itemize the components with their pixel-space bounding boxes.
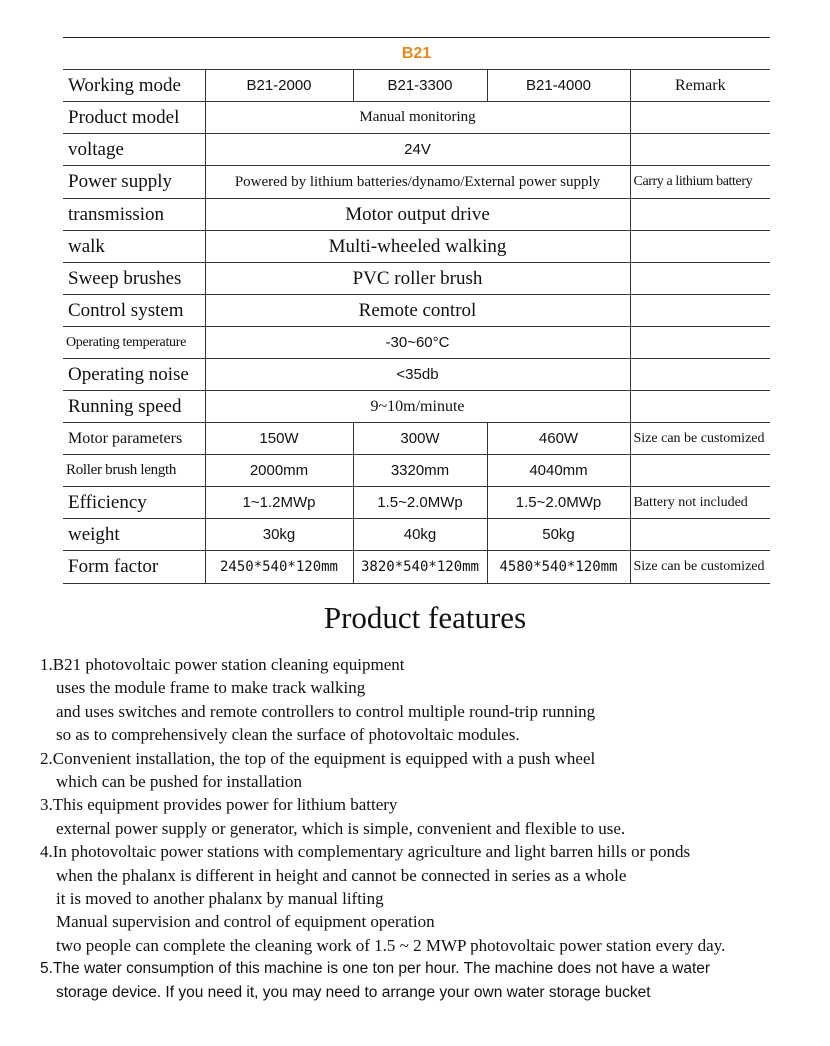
row-remark [630, 102, 770, 134]
row-value: 3820*540*120mm [353, 551, 487, 584]
row-value: Powered by lithium batteries/dynamo/External power supply [205, 166, 630, 199]
row-value: 460W [487, 423, 630, 455]
row-remark [630, 359, 770, 391]
row-label: voltage [63, 134, 205, 166]
row-value: 150W [205, 423, 353, 455]
row-remark [630, 263, 770, 295]
row-label: Control system [63, 295, 205, 327]
row-value: Manual monitoring [205, 102, 630, 134]
feature-line: 2.Convenient installation, the top of the equipment is equipped with a push wheel [40, 748, 596, 768]
row-value: 9~10m/minute [205, 391, 630, 423]
feature-line: storage device. If you need it, you may need to arrange your own water storage bucket [56, 983, 651, 1001]
row-remark [630, 231, 770, 263]
row-remark: Size can be customized [630, 423, 770, 455]
row-remark [630, 134, 770, 166]
row-label: Running speed [63, 391, 205, 423]
row-remark [630, 327, 770, 359]
table-title-row [63, 38, 770, 70]
table-row [63, 519, 770, 551]
row-label: Efficiency [63, 487, 205, 519]
row-value: 1.5~2.0MWp [487, 487, 630, 519]
row-value: 4580*540*120mm [487, 551, 630, 584]
feature-line: 3.This equipment provides power for lithium battery [40, 795, 398, 815]
feature-line: uses the module frame to make track walking [56, 678, 366, 698]
row-label: walk [63, 231, 205, 263]
table-row [63, 487, 770, 519]
spec-table [63, 37, 770, 584]
row-label: Motor parameters [63, 423, 205, 455]
row-value: 4040mm [487, 455, 630, 487]
row-label: Operating noise [63, 359, 205, 391]
header-label: Working mode [63, 70, 205, 102]
table-title: B21 [63, 38, 770, 70]
row-value: Remote control [205, 295, 630, 327]
feature-line: it is moved to another phalanx by manual lifting [56, 889, 384, 909]
table-row [63, 263, 770, 295]
row-remark: Battery not included [630, 487, 770, 519]
row-remark [630, 391, 770, 423]
row-remark: Carry a lithium battery [630, 166, 770, 199]
row-value: 40kg [353, 519, 487, 551]
row-label: Sweep brushes [63, 263, 205, 295]
table-row [63, 295, 770, 327]
table-row [63, 102, 770, 134]
feature-line: which can be pushed for installation [56, 772, 302, 792]
row-value: 1.5~2.0MWp [353, 487, 487, 519]
table-row [63, 423, 770, 455]
row-value: 300W [353, 423, 487, 455]
row-value: Multi-wheeled walking [205, 231, 630, 263]
table-row [63, 166, 770, 199]
model-header: B21-2000 [205, 70, 353, 102]
feature-line: 5.The water consumption of this machine is one ton per hour. The machine does not have a water [40, 960, 711, 978]
feature-line: when the phalanx is different in height and cannot be connected in series as a whole [56, 865, 627, 885]
row-label: Power supply [63, 166, 205, 199]
row-remark [630, 519, 770, 551]
remark-header: Remark [630, 70, 770, 102]
row-value: 1~1.2MWp [205, 487, 353, 519]
model-header: B21-3300 [353, 70, 487, 102]
row-value: 3320mm [353, 455, 487, 487]
row-remark [630, 455, 770, 487]
feature-line: 1.B21 photovoltaic power station cleaning equipment [40, 655, 405, 674]
feature-line: so as to comprehensively clean the surface of photovoltaic modules. [56, 725, 520, 745]
table-row [63, 134, 770, 166]
table-row [63, 391, 770, 423]
model-header: B21-4000 [487, 70, 630, 102]
table-row [63, 199, 770, 231]
table-row [63, 551, 770, 584]
row-label: Operating temperature [63, 327, 205, 359]
features-title: Product features [323, 600, 527, 635]
row-value: PVC roller brush [205, 263, 630, 295]
table-row [63, 327, 770, 359]
table-row [63, 455, 770, 487]
row-label: weight [63, 519, 205, 551]
table-header-row [63, 70, 770, 102]
row-value: -30~60°C [205, 327, 630, 359]
row-label: Product model [63, 102, 205, 134]
row-remark: Size can be customized [630, 551, 770, 584]
row-label: Form factor [63, 551, 205, 584]
row-value: 24V [205, 134, 630, 166]
row-value: Motor output drive [205, 199, 630, 231]
row-remark [630, 199, 770, 231]
table-row [63, 359, 770, 391]
row-value: 50kg [487, 519, 630, 551]
feature-line: two people can complete the cleaning work of 1.5 ~ 2 MWP photovoltaic power station every day. [56, 935, 726, 955]
feature-line: and uses switches and remote controllers to control multiple round-trip running [56, 701, 596, 721]
row-label: Roller brush length [63, 455, 205, 487]
row-value: 2000mm [205, 455, 353, 487]
row-label: transmission [63, 199, 205, 231]
feature-line: 4.In photovoltaic power stations with complementary agriculture and light barren hills or ponds [40, 842, 691, 862]
feature-line: external power supply or generator, which is simple, convenient and flexible to use. [56, 818, 626, 838]
row-value: 2450*540*120mm [205, 551, 353, 584]
feature-line: Manual supervision and control of equipment operation [56, 912, 435, 932]
table-row [63, 231, 770, 263]
row-value: <35db [205, 359, 630, 391]
row-remark [630, 295, 770, 327]
features-list [40, 653, 830, 1004]
row-value: 30kg [205, 519, 353, 551]
